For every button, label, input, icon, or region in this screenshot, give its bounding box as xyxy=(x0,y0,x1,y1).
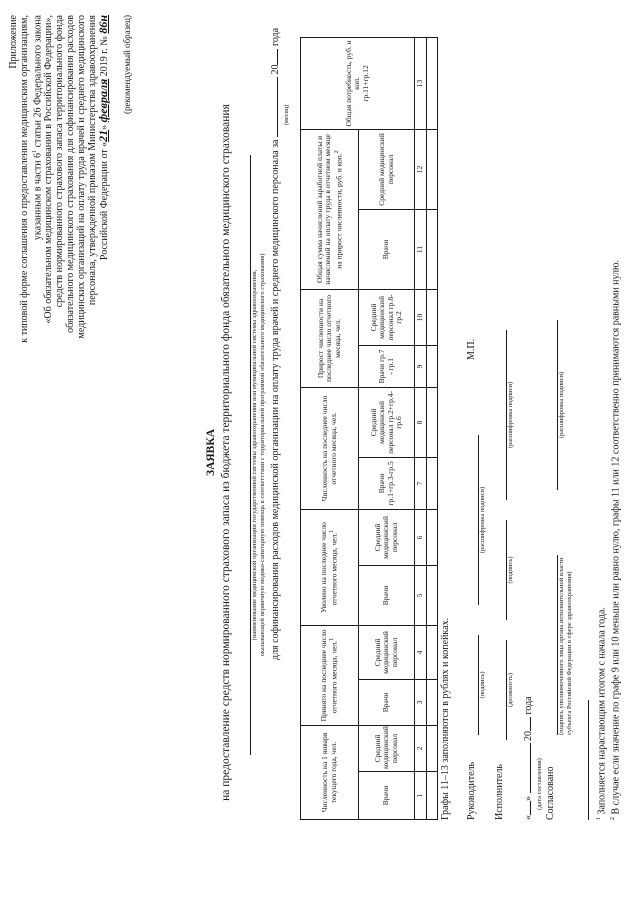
data-cell-2[interactable] xyxy=(426,725,437,771)
appendix-title: Приложение xyxy=(8,15,19,69)
col-number: 1 xyxy=(415,772,427,820)
data-cell-8[interactable] xyxy=(426,387,437,457)
col-number: 3 xyxy=(415,679,427,725)
col-number: 5 xyxy=(415,565,427,625)
data-cell-12[interactable] xyxy=(426,129,437,209)
sub-col-7: Врачи гр.1+гр.3-гр.5 xyxy=(359,457,415,509)
purpose-line xyxy=(270,20,281,660)
data-cell-11[interactable] xyxy=(426,209,437,289)
col-number: 9 xyxy=(415,345,427,387)
col-number: 10 xyxy=(415,289,427,345)
executor-position-caption: (должность) xyxy=(507,672,514,708)
appendix-line-4: средств нормированного страхового запаса территориального фонда xyxy=(54,15,66,308)
sub-col-3: Врачи xyxy=(359,679,415,725)
executor-decode-caption: (расшифровка подписи) xyxy=(507,381,514,449)
head-decode-caption: (расшифровка подписи) xyxy=(479,486,486,554)
executor-sign-caption: (подпись) xyxy=(507,556,514,584)
document-title: ЗАЯВКА xyxy=(205,429,217,476)
rubles-note: Графы 11–13 заполняются в рублях и копейках. xyxy=(440,617,451,820)
col-number: 2 xyxy=(415,725,427,771)
col-number: 11 xyxy=(415,209,427,289)
data-cell-13[interactable] xyxy=(426,37,437,129)
footnote-separator xyxy=(588,700,589,820)
executor-label: Исполнитель xyxy=(494,764,505,820)
sub-col-10: Средний медицинский персонал гр.8-гр.2 xyxy=(359,289,415,345)
stamp-place: М.П. xyxy=(466,338,477,360)
appendix-line-7: персонала, утвержденной приказом Министерства здравоохранения xyxy=(87,15,99,306)
data-cell-6[interactable] xyxy=(426,509,437,565)
head-sign-caption: (подпись) xyxy=(479,671,486,699)
group-header-payroll: Общая сумма начислений заработной платы и начислений на оплату труда в отчетном месяце на прирост численности, руб. и коп.$^2$ xyxy=(301,129,359,289)
appendix-block xyxy=(8,15,133,365)
appendix-line-8: Российской Федерации от «21» февраля 2019 г. № 86н xyxy=(96,15,111,261)
sub-col-12: Средний медицинский персонал xyxy=(359,129,415,209)
group-header-total-need: Общая потребность, руб. и коп. гр.11+гр.12 xyxy=(301,37,415,129)
date-month-field[interactable] xyxy=(530,744,531,794)
group-header-end-count: Численность на последнее число отчетного месяца, чел. xyxy=(301,387,359,509)
agreed-label: Согласовано xyxy=(545,766,556,820)
footnote-2: $^2$ В случае если значение по графе 9 или 10 меньше или равно нулю, графы 11 или 12 соответственно принимаются равными нулю. xyxy=(610,259,622,820)
recommended-sample: (рекомендуемый образец) xyxy=(122,15,133,114)
appendix-line-2: указанным в части $6^1$ статьи 26 Федерального закона xyxy=(32,15,44,241)
group-header-start-count: Численность на 1 января текущего года, чел. xyxy=(301,725,359,819)
appendix-line-5: обязательного медицинского страхования для софинансирования расходов xyxy=(65,15,77,333)
col-number: 4 xyxy=(415,625,427,679)
appendix-line-3: «Об обязательном медицинском страховании в Российской Федерации», xyxy=(43,15,55,324)
col-number: 8 xyxy=(415,387,427,457)
month-caption: (месяц) xyxy=(283,104,290,126)
date-line: «» 20 года xyxy=(523,696,534,820)
agreed-caption-1: (подпись уполномоченного лица органа исполнительной власти xyxy=(558,557,565,735)
org-caption-2: оказывающей первичную медико-санитарную помощь в соответствии с территориальной программой обязательного медицинского страхования) xyxy=(259,253,266,657)
data-cell-9[interactable] xyxy=(426,345,437,387)
sub-col-11: Врачи xyxy=(359,209,415,289)
agreed-decode-caption: (расшифровка подписи) xyxy=(558,371,565,439)
table-number-row xyxy=(415,37,427,819)
date-year-field[interactable] xyxy=(530,717,531,731)
sub-col-2: Средний медицинский персонал xyxy=(359,725,415,771)
date-caption: (дата составления) xyxy=(536,758,543,810)
data-cell-10[interactable] xyxy=(426,289,437,345)
date-day-field[interactable] xyxy=(530,801,531,815)
table-data-row xyxy=(426,37,437,819)
appendix-line-1: к типовой форме соглашения о предоставлении медицинским организациям, xyxy=(19,15,30,343)
data-cell-7[interactable] xyxy=(426,457,437,509)
table-header-row xyxy=(301,37,359,819)
sub-col-4: Средний медицинский персонал xyxy=(359,625,415,679)
agreed-caption-2: субъекта Российской Федерации в сфере здравоохранения) xyxy=(566,571,573,735)
purpose-year-prefix: 20 xyxy=(270,64,281,75)
data-cell-3[interactable] xyxy=(426,679,437,725)
sub-col-8: Средний медицинский персонал гр.2+гр.4-гр.6 xyxy=(359,387,415,457)
table-subheader-row xyxy=(359,37,415,819)
head-label: Руководитель xyxy=(466,761,477,820)
sub-col-6: Средний медицинский персонал xyxy=(359,509,415,565)
group-header-growth: Прирост численности на последнее число отчетного месяца, чел. xyxy=(301,289,359,387)
document-subtitle: на предоставление средств нормированного страхового запаса из бюджета территориального фонда обязательного медицинского страхования xyxy=(220,104,232,801)
group-header-dismissed: Уволено на последнее число отчетного месяца, чел.$^1$ xyxy=(301,509,359,625)
col-number: 6 xyxy=(415,509,427,565)
footnote-1: $^1$ Заполняется нарастающим итогом с начала года. xyxy=(596,607,608,820)
data-cell-4[interactable] xyxy=(426,625,437,679)
data-cell-5[interactable] xyxy=(426,565,437,625)
purpose-text: для софинансирования расходов медицинской организации на оплату труда врачей и среднего медицинского персонала за xyxy=(270,139,281,660)
sub-col-9: Врачи гр.7 - гр.1 xyxy=(359,345,415,387)
data-cell-1[interactable] xyxy=(426,772,437,820)
request-table xyxy=(300,37,438,820)
sub-col-5: Врачи xyxy=(359,565,415,625)
purpose-month-field[interactable] xyxy=(277,77,278,137)
col-number: 7 xyxy=(415,457,427,509)
purpose-year-field[interactable] xyxy=(277,49,278,65)
sub-col-1: Врачи xyxy=(359,772,415,820)
col-number: 12 xyxy=(415,129,427,209)
appendix-line-6: медицинских организаций на оплату труда врачей и среднего медицинского xyxy=(76,15,88,339)
col-number: 13 xyxy=(415,37,427,129)
purpose-year-suffix: года xyxy=(270,27,281,47)
org-caption-1: (наименование медицинской организации государственной системы здравоохранения или муниципальной системы здравоохранения, xyxy=(251,269,258,641)
group-header-hired: Принято на последнее число отчетного месяца, чел.$^1$ xyxy=(301,625,359,725)
